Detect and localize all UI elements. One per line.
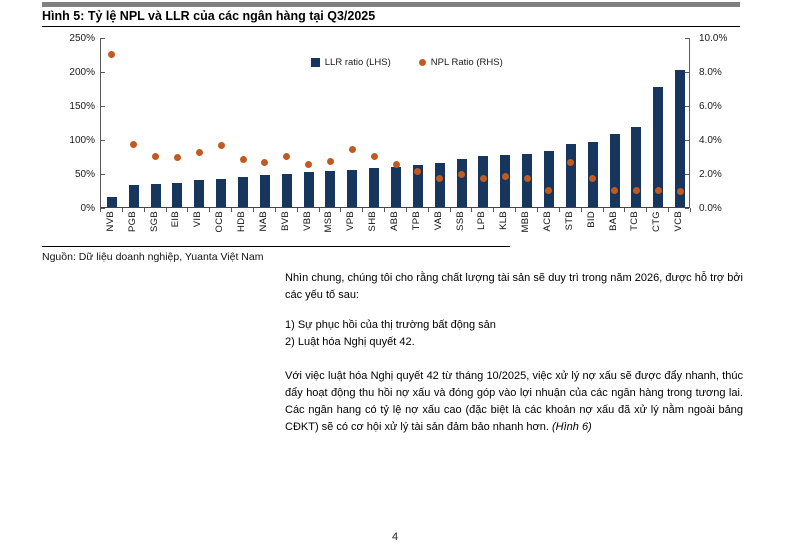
legend-npl-label: NPL Ratio (RHS) (430, 57, 503, 68)
x-axis-tick (471, 208, 472, 212)
x-label-BID (581, 211, 603, 247)
legend-llr-swatch-icon (311, 58, 320, 67)
dot-CTG (655, 187, 662, 194)
x-label-text: PGB (126, 211, 138, 232)
x-label-text: VCB (673, 211, 685, 232)
x-label-STB (559, 211, 581, 247)
dot-NVB (108, 51, 115, 58)
bar-ABB (391, 167, 401, 207)
paragraph-intro: Nhìn chung, chúng tôi cho rằng chất lượng tài sản sẽ duy trì trong năm 2026, được hỗ trợ bởi các yếu tố sau: (285, 272, 743, 301)
x-label-SHB (362, 211, 384, 247)
dot-VIB (196, 149, 203, 156)
x-axis-tick (406, 208, 407, 212)
left-axis-label: 0% (80, 202, 95, 214)
paragraph-resolution-text: Với việc luật hóa Nghị quyết 42 từ tháng 10/2025, việc xử lý nợ xấu sẽ được đẩy nhanh, thúc đẩy hoạt động thu hồi nợ xấu và đóng góp vào lợi nhuận của các ngân hàng trong tương lai. Các ngân hang có tỷ lệ nợ xấu cao (đặc biệt là các khoản nợ xấu đã xử lý nằm ngoài bảng CĐKT) sẽ có cơ hội xử lý tài sản đảm bảo nhanh hơn. (285, 370, 743, 433)
bar-PGB (129, 185, 139, 207)
bar-SHB (369, 168, 379, 207)
x-label-OCB (209, 211, 231, 247)
left-axis-label: 200% (69, 66, 95, 78)
right-axis-label: 2.0% (699, 168, 722, 180)
dot-BID (589, 175, 596, 182)
x-axis-tick (362, 208, 363, 212)
list-item-2: 2) Luật hóa Nghị quyết 42. (285, 336, 415, 348)
x-label-text: EIB (170, 211, 182, 228)
dot-HDB (240, 156, 247, 163)
x-label-text: LPB (476, 211, 488, 230)
right-axis-tick (685, 140, 689, 141)
bar-NAB (260, 175, 270, 207)
x-label-TPB (406, 211, 428, 247)
bar-BVB (282, 174, 292, 207)
x-label-KLB (493, 211, 515, 247)
bar-OCB (216, 179, 226, 207)
body-text (285, 270, 743, 436)
legend-item-npl (419, 57, 503, 68)
x-label-VPB (340, 211, 362, 247)
dot-LPB (480, 175, 487, 182)
right-axis-label: 0.0% (699, 202, 722, 214)
left-axis-tick (101, 38, 105, 39)
right-axis-tick (685, 72, 689, 73)
x-axis-tick (384, 208, 385, 212)
x-label-VBB (297, 211, 319, 247)
x-label-text: SHB (367, 211, 379, 232)
dot-ABB (393, 161, 400, 168)
left-axis-label: 150% (69, 100, 95, 112)
bar-ACB (544, 151, 554, 207)
left-axis-tick (101, 72, 105, 73)
dot-SGB (152, 153, 159, 160)
x-label-NAB (253, 211, 275, 247)
chart-plot (100, 38, 690, 208)
x-label-EIB (166, 211, 188, 247)
x-label-text: VIB (192, 211, 204, 228)
dot-VPB (349, 146, 356, 153)
dot-VCB (677, 188, 684, 195)
x-label-text: MSB (323, 211, 335, 233)
legend-npl-swatch-icon (419, 59, 426, 66)
bar-SSB (457, 159, 467, 207)
x-axis-tick (297, 208, 298, 212)
source-divider (42, 246, 510, 247)
dot-SHB (371, 153, 378, 160)
x-label-text: STB (563, 211, 575, 231)
x-label-TCB (624, 211, 646, 247)
x-label-BAB (603, 211, 625, 247)
bar-NVB (107, 197, 117, 207)
x-label-SSB (450, 211, 472, 247)
x-label-MBB (515, 211, 537, 247)
x-label-text: ABB (388, 211, 400, 231)
right-axis-label: 8.0% (699, 66, 722, 78)
legend-llr-label: LLR ratio (LHS) (324, 57, 391, 68)
right-axis-label: 10.0% (699, 32, 728, 44)
x-label-text: SGB (148, 211, 160, 232)
dot-MBB (524, 175, 531, 182)
x-label-text: BVB (279, 211, 291, 231)
x-axis-tick (231, 208, 232, 212)
left-axis-tick (101, 208, 105, 209)
x-axis-tick (122, 208, 123, 212)
x-label-NVB (100, 211, 122, 247)
dot-NAB (261, 159, 268, 166)
bar-SGB (151, 184, 161, 207)
dot-VAB (436, 175, 443, 182)
x-label-HDB (231, 211, 253, 247)
x-label-text: VBB (301, 211, 313, 231)
x-label-ACB (537, 211, 559, 247)
x-label-MSB (319, 211, 341, 247)
dot-KLB (502, 173, 509, 180)
dot-OCB (218, 142, 225, 149)
x-axis-tick (450, 208, 451, 212)
page-number: 4 (391, 531, 399, 543)
dot-BVB (283, 153, 290, 160)
right-axis-label: 6.0% (699, 100, 722, 112)
x-label-text: VAB (432, 211, 444, 231)
x-label-text: TPB (410, 211, 422, 231)
x-label-ABB (384, 211, 406, 247)
x-label-text: CTG (651, 211, 663, 232)
bar-MSB (325, 171, 335, 207)
legend-item-llr (311, 57, 391, 68)
x-label-CTG (646, 211, 668, 247)
right-axis-tick (685, 38, 689, 39)
x-label-text: MBB (520, 211, 532, 233)
bar-BAB (610, 134, 620, 207)
x-label-text: SSB (454, 211, 466, 231)
x-axis-tick (166, 208, 167, 212)
x-label-BVB (275, 211, 297, 247)
right-axis-label: 4.0% (699, 134, 722, 146)
x-axis-tick (319, 208, 320, 212)
x-label-text: BID (585, 211, 597, 228)
dot-ACB (545, 187, 552, 194)
dot-EIB (174, 154, 181, 161)
right-axis-tick (685, 174, 689, 175)
x-label-VCB (668, 211, 690, 247)
dot-VBB (305, 161, 312, 168)
dot-BAB (611, 187, 618, 194)
x-label-text: VPB (345, 211, 357, 231)
left-axis-tick (101, 106, 105, 107)
x-label-LPB (471, 211, 493, 247)
x-label-text: BAB (607, 211, 619, 231)
x-label-PGB (122, 211, 144, 247)
x-label-SGB (144, 211, 166, 247)
x-axis-tick (646, 208, 647, 212)
x-label-VAB (428, 211, 450, 247)
x-label-text: NVB (104, 211, 116, 232)
x-axis-tick (668, 208, 669, 212)
bar-VPB (347, 170, 357, 207)
x-axis-tick (275, 208, 276, 212)
x-axis-tick (428, 208, 429, 212)
x-axis-tick (603, 208, 604, 212)
x-axis-tick (144, 208, 145, 212)
x-axis-tick (624, 208, 625, 212)
bar-VBB (304, 172, 314, 207)
bar-TCB (631, 127, 641, 207)
right-axis-tick (685, 106, 689, 107)
figure-title: Hình 5: Tỷ lệ NPL và LLR của các ngân hàng tại Q3/2025 (42, 9, 740, 27)
list-item-1: 1) Sự phục hồi của thị trường bất động sản (285, 319, 496, 331)
x-axis-tick (515, 208, 516, 212)
x-axis-tick (559, 208, 560, 212)
left-axis-label: 250% (69, 32, 95, 44)
x-axis-tick (690, 208, 691, 212)
bar-EIB (172, 183, 182, 207)
figure-reference: (Hình 6) (551, 421, 592, 433)
bar-VCB (675, 70, 685, 207)
dot-TCB (633, 187, 640, 194)
x-axis-tick (209, 208, 210, 212)
left-axis-tick (101, 140, 105, 141)
x-label-text: ACB (541, 211, 553, 232)
npl-llr-chart (0, 0, 790, 250)
paragraph-resolution (285, 368, 743, 436)
left-axis-label: 50% (74, 168, 95, 180)
bar-HDB (238, 177, 248, 207)
left-axis-label: 100% (69, 134, 95, 146)
left-axis-tick (101, 174, 105, 175)
x-axis-tick (100, 208, 101, 212)
x-axis-tick (493, 208, 494, 212)
x-label-text: KLB (498, 211, 510, 230)
bar-VIB (194, 180, 204, 207)
x-label-text: TCB (629, 211, 641, 231)
source-note: Nguồn: Dữ liệu doanh nghiệp, Yuanta Việt Nam (42, 251, 264, 263)
bar-VAB (435, 163, 445, 207)
x-axis-tick (187, 208, 188, 212)
x-label-text: NAB (257, 211, 269, 232)
dot-PGB (130, 141, 137, 148)
x-axis-tick (537, 208, 538, 212)
x-label-text: OCB (214, 211, 226, 233)
bar-KLB (500, 155, 510, 207)
x-label-VIB (187, 211, 209, 247)
chart-legend (311, 57, 503, 68)
bar-STB (566, 144, 576, 207)
x-label-text: HDB (236, 211, 248, 232)
x-axis-tick (340, 208, 341, 212)
right-axis-tick (685, 208, 689, 209)
x-axis-tick (581, 208, 582, 212)
dot-MSB (327, 158, 334, 165)
x-axis-tick (253, 208, 254, 212)
